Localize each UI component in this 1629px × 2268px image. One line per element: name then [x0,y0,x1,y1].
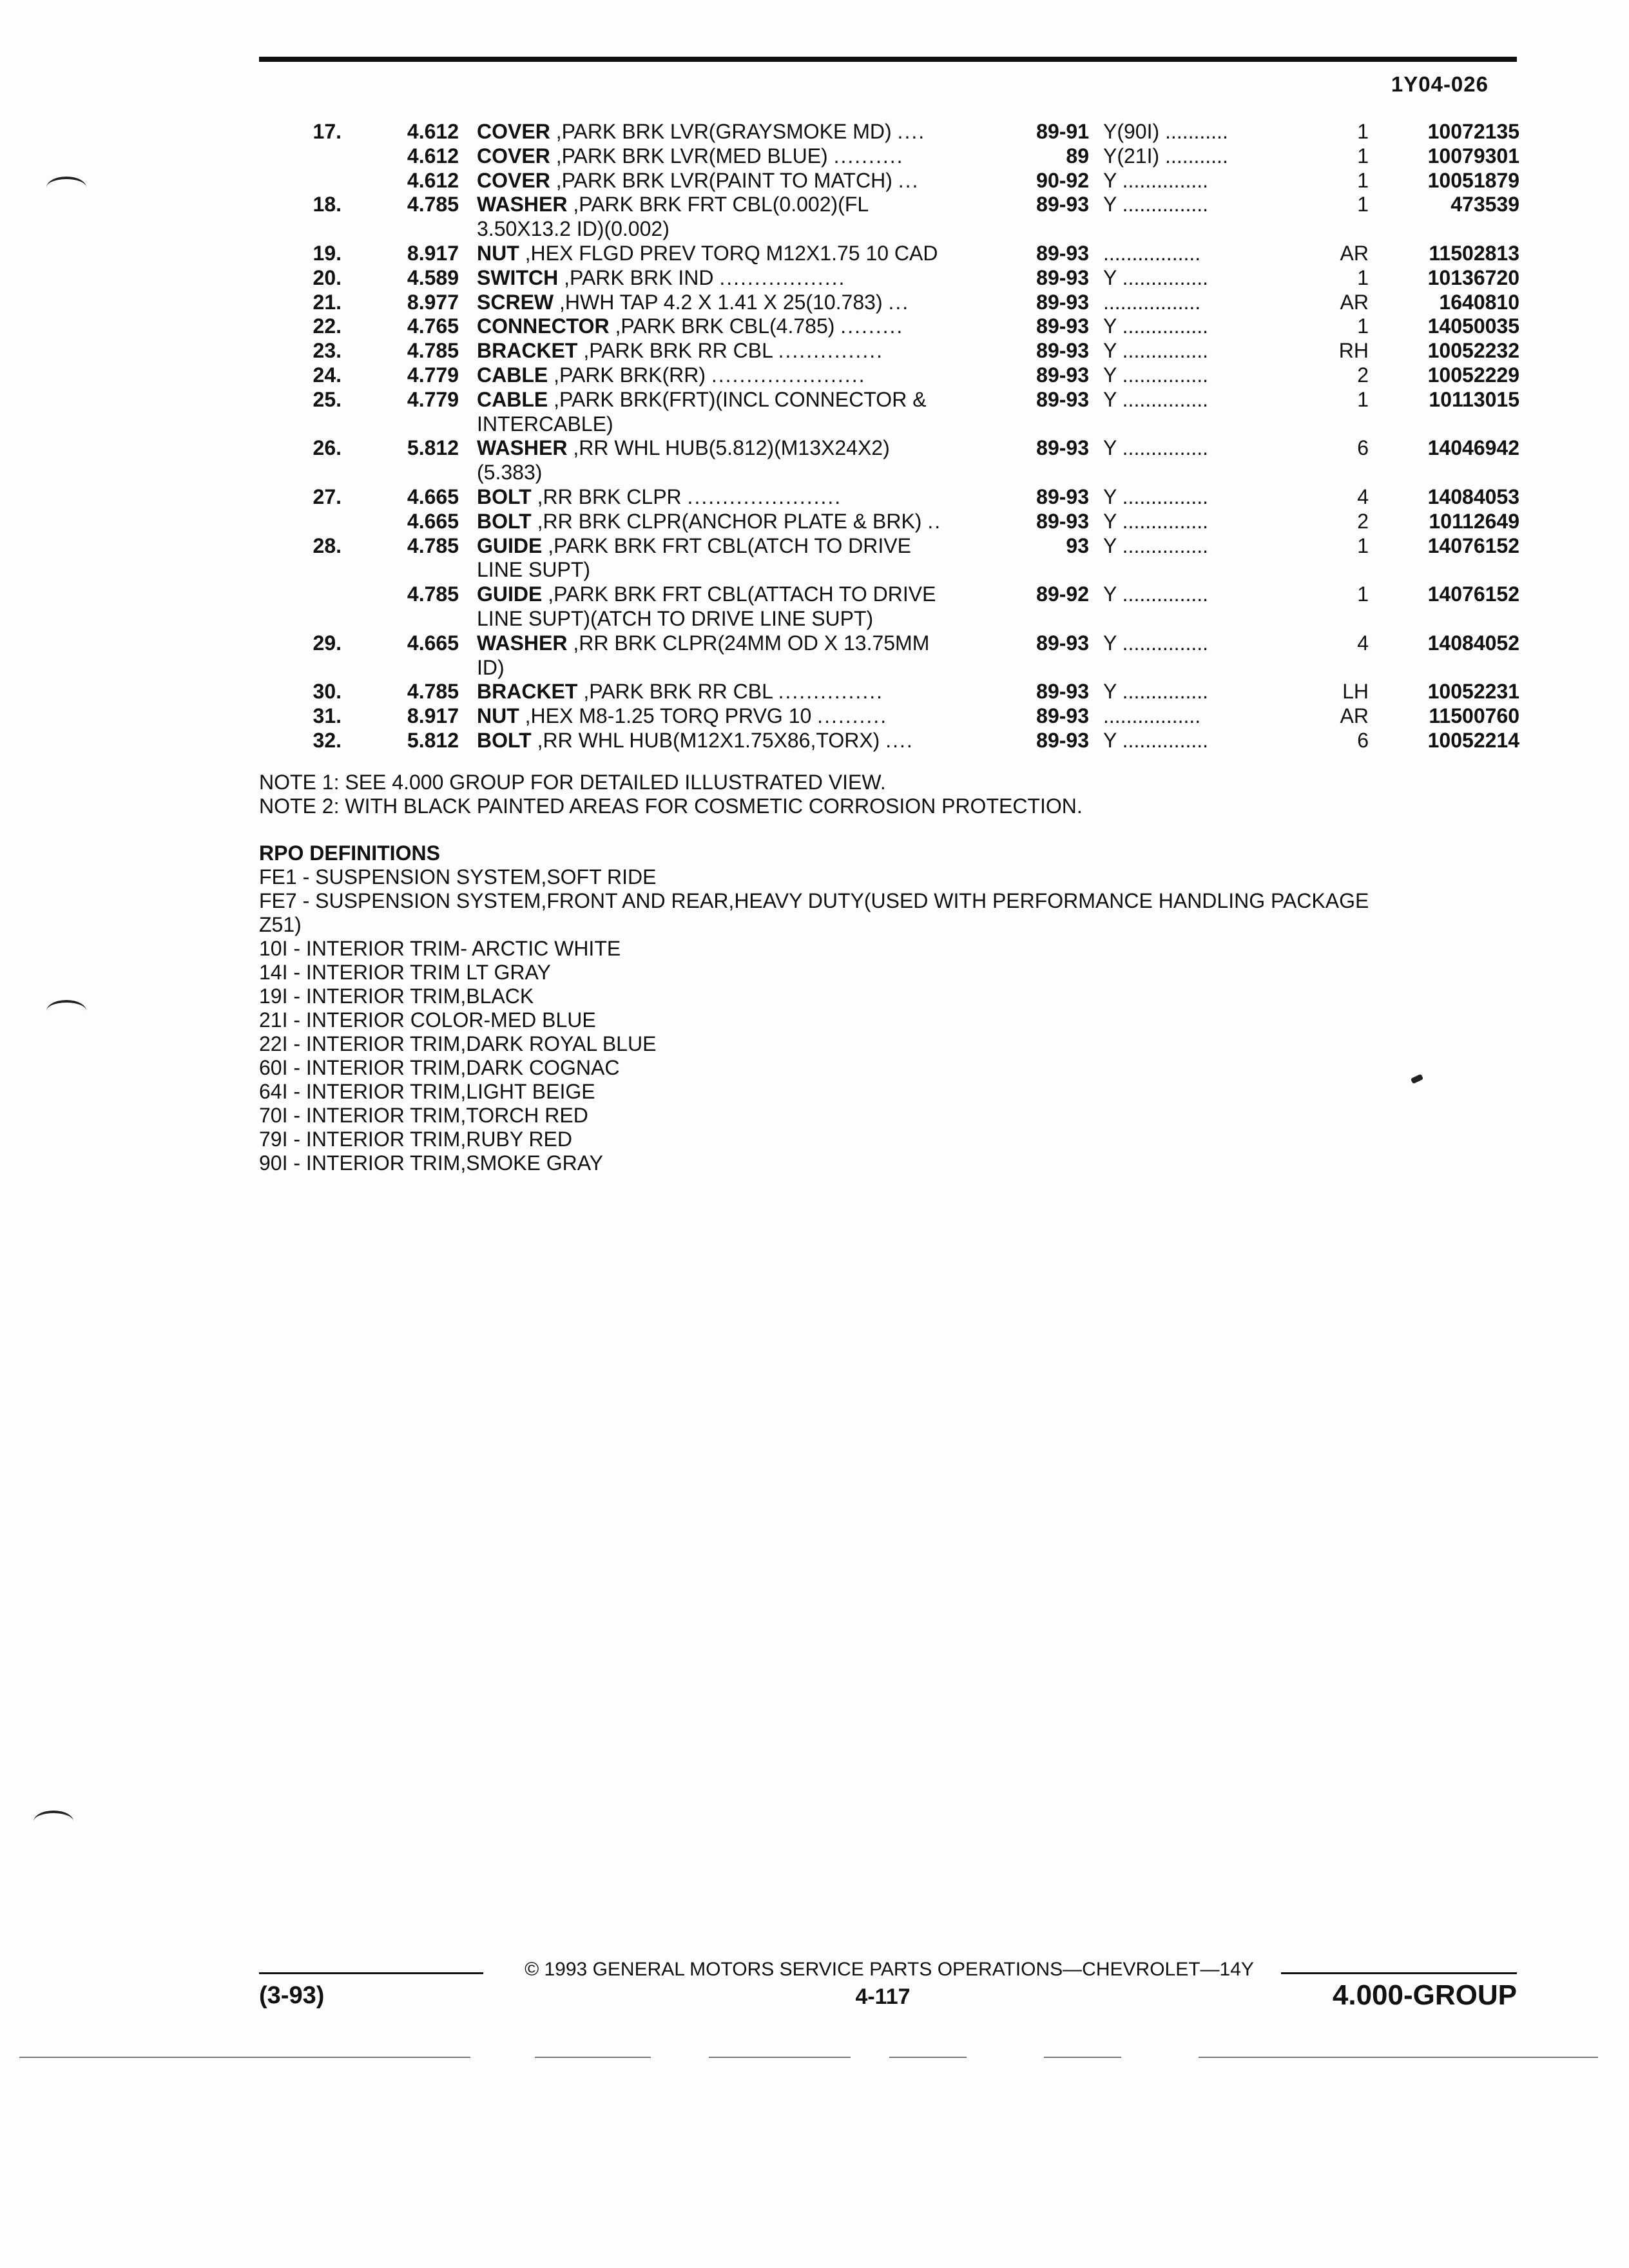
usage-note: ................. [1103,241,1201,265]
parts-row [0,461,1629,485]
parts-row [0,485,1629,510]
leader-dots: ............... [778,680,883,704]
part-detail: ,PARK BRK FRT CBL(ATTACH TO DRIVE [542,582,936,606]
part-description [477,461,1005,485]
part-description [477,510,1005,534]
item-number: 27. [313,485,342,508]
quantity: 1 [1357,144,1369,168]
parts-row [0,534,1629,559]
rpo-line: 60I - INTERIOR TRIM,DARK COGNAC [259,1056,620,1079]
part-number: 14050035 [1427,314,1519,338]
part-description [477,412,1005,437]
binder-hole-mark [46,1000,86,1022]
page-number: 4-117 [855,1984,911,2009]
model-years: 89-93 [1036,387,1089,411]
group-number: 8.917 [407,704,459,728]
parts-row [0,680,1629,704]
group-number: 4.612 [407,120,459,143]
parts-row [0,582,1629,607]
part-description [477,314,1005,339]
group-number: 4.779 [407,363,459,387]
part-detail: ,PARK BRK FRT CBL(0.002)(FL [567,193,869,216]
leader-dots: .... [885,728,914,752]
item-number: 30. [313,680,342,704]
part-name: COVER [477,120,550,143]
parts-row [0,144,1629,169]
part-description [477,436,1005,461]
item-number: 23. [313,339,342,363]
part-number: 14076152 [1427,582,1519,606]
quantity: AR [1340,290,1369,314]
rpo-line: 70I - INTERIOR TRIM,TORCH RED [259,1104,588,1127]
quantity: 1 [1357,582,1369,606]
usage-note: Y ............... [1103,533,1209,557]
rpo-line: 90I - INTERIOR TRIM,SMOKE GRAY [259,1151,603,1175]
leader-dots: .......... [833,144,904,168]
item-number: 28. [313,533,342,557]
part-number: 473539 [1451,193,1519,216]
quantity: 1 [1357,120,1369,143]
usage-note: Y(90I) ........... [1103,120,1228,143]
quantity: AR [1340,704,1369,728]
part-name: BOLT [477,485,532,508]
part-number: 10052232 [1427,339,1519,363]
parts-row [0,412,1629,437]
item-number: 26. [313,436,342,460]
item-number: 19. [313,241,342,265]
part-number: 14084053 [1427,485,1519,508]
rpo-title: RPO DEFINITIONS [259,841,440,865]
part-name: BOLT [477,509,532,533]
part-name: BRACKET [477,680,578,704]
copyright-line: © 1993 GENERAL MOTORS SERVICE PARTS OPERATIONS—CHEVROLET—14Y [525,1959,1254,1980]
part-name: SCREW [477,290,554,314]
parts-row [0,388,1629,412]
part-description [477,291,1005,315]
part-detail: ,RR WHL HUB(5.812)(M13X24X2) [567,436,890,460]
quantity: 1 [1357,314,1369,338]
leader-dots: .. [927,509,942,533]
part-description [477,120,1005,144]
group-number: 4.779 [407,387,459,411]
part-description [477,217,1005,242]
rpo-line: 22I - INTERIOR TRIM,DARK ROYAL BLUE [259,1032,657,1055]
group-number: 4.612 [407,144,459,168]
quantity: 4 [1357,485,1369,508]
usage-note: Y ............... [1103,339,1209,363]
part-name: CABLE [477,363,548,387]
group-number: 4.589 [407,265,459,289]
rpo-line: Z51) [259,913,302,936]
quantity: 1 [1357,533,1369,557]
part-name: WASHER [477,193,568,216]
parts-row [0,266,1629,291]
part-detail: LINE SUPT)(ATCH TO DRIVE LINE SUPT) [477,606,874,630]
model-years: 89-93 [1036,265,1089,289]
part-detail: ,PARK BRK(RR) [548,363,706,387]
model-years: 89-92 [1036,582,1089,606]
quantity: RH [1338,339,1369,363]
group-number: 4.665 [407,509,459,533]
scan-artifact-line [535,2057,651,2058]
part-description [477,582,1005,607]
scan-artifact-line [1199,2057,1598,2058]
group-number: 5.812 [407,728,459,752]
notes-section [259,771,1083,818]
group-number: 4.665 [407,485,459,508]
revision-date: (3-93) [259,1982,325,2009]
part-detail: ,PARK BRK LVR(GRAYSMOKE MD) [550,120,892,143]
group-number: 4.665 [407,631,459,655]
leader-dots: .... [897,120,926,143]
item-number: 31. [313,704,342,728]
part-name: BRACKET [477,339,578,363]
parts-row [0,169,1629,193]
group-number: 4.785 [407,193,459,216]
usage-note: Y ............... [1103,265,1209,289]
item-number: 22. [313,314,342,338]
part-name: WASHER [477,631,568,655]
group-number: 4.785 [407,582,459,606]
quantity: 1 [1357,193,1369,216]
parts-row [0,217,1629,242]
quantity: 1 [1357,387,1369,411]
parts-row [0,729,1629,753]
part-number: 10072135 [1427,120,1519,143]
model-years: 89-93 [1036,436,1089,460]
group-number: 4.612 [407,168,459,192]
parts-row [0,363,1629,388]
usage-note: Y ............... [1103,582,1209,606]
usage-note: Y ............... [1103,387,1209,411]
part-detail: ,RR BRK CLPR(ANCHOR PLATE & BRK) [531,509,922,533]
rpo-definitions [259,841,1522,1175]
usage-note: Y ............... [1103,436,1209,460]
part-detail: 3.50X13.2 ID)(0.002) [477,217,670,241]
part-detail: ,HEX M8-1.25 TORQ PRVG 10 [519,704,812,728]
parts-row [0,558,1629,582]
usage-note: Y ............... [1103,168,1209,192]
parts-row [0,314,1629,339]
part-description [477,193,1005,217]
usage-note: Y(21I) ........... [1103,144,1228,168]
rpo-line: FE1 - SUSPENSION SYSTEM,SOFT RIDE [259,865,657,889]
part-detail: ,HEX FLGD PREV TORQ M12X1.75 10 CAD [519,241,938,265]
leader-dots: ......... [840,314,904,338]
part-description [477,534,1005,559]
part-detail: ,PARK BRK IND [558,265,714,289]
part-number: 14046942 [1427,436,1519,460]
part-name: NUT [477,704,519,728]
part-description [477,266,1005,291]
note-1: NOTE 1: SEE 4.000 GROUP FOR DETAILED ILLUSTRATED VIEW. [259,771,886,794]
group-number: 4.765 [407,314,459,338]
model-years: 89-93 [1036,193,1089,216]
leader-dots: ............... [778,339,883,363]
quantity: 6 [1357,436,1369,460]
scan-artifact-line [19,2057,470,2058]
quantity: 4 [1357,631,1369,655]
part-description [477,607,1005,631]
model-years: 90-92 [1036,168,1089,192]
parts-row [0,704,1629,729]
model-years: 89-93 [1036,241,1089,265]
leader-dots: ...................... [711,363,866,387]
part-detail: ,PARK BRK(FRT)(INCL CONNECTOR & [548,387,927,411]
parts-row [0,510,1629,534]
parts-row [0,120,1629,144]
part-number: 10052229 [1427,363,1519,387]
group-number: 4.785 [407,339,459,363]
part-detail: INTERCABLE) [477,412,613,436]
item-number: 17. [313,120,342,143]
model-years: 89-93 [1036,314,1089,338]
item-number: 25. [313,387,342,411]
quantity: LH [1342,680,1369,704]
part-number: 14084052 [1427,631,1519,655]
part-name: WASHER [477,436,568,460]
part-detail: ,PARK BRK CBL(4.785) [609,314,835,338]
part-description [477,729,1005,753]
footer-rule-left [259,1972,483,1974]
part-description [477,339,1005,363]
item-number: 32. [313,728,342,752]
parts-list [0,120,1629,753]
part-number: 1640810 [1439,290,1519,314]
part-name: COVER [477,168,550,192]
model-years: 89-93 [1036,290,1089,314]
part-name: SWITCH [477,265,559,289]
usage-note: ................. [1103,290,1201,314]
rpo-line: 19I - INTERIOR TRIM,BLACK [259,985,534,1008]
part-description [477,144,1005,169]
group-number: 8.917 [407,241,459,265]
group-number: 4.785 [407,533,459,557]
item-number: 20. [313,265,342,289]
model-years: 89-93 [1036,631,1089,655]
part-number: 10051879 [1427,168,1519,192]
part-detail: ,PARK BRK RR CBL [577,339,773,363]
quantity: 2 [1357,509,1369,533]
usage-note: Y ............... [1103,728,1209,752]
note-2: NOTE 2: WITH BLACK PAINTED AREAS FOR COSMETIC CORROSION PROTECTION. [259,794,1083,818]
part-description [477,656,1005,680]
part-detail: ,PARK BRK RR CBL [577,680,773,704]
leader-dots: .......... [817,704,888,728]
part-detail: ,PARK BRK LVR(MED BLUE) [550,144,828,168]
footer-rule-right [1281,1972,1517,1974]
part-detail: ,RR BRK CLPR(24MM OD X 13.75MM [567,631,930,655]
part-name: BOLT [477,728,532,752]
group-number: 8.977 [407,290,459,314]
model-years: 89 [1066,144,1089,168]
usage-note: Y ............... [1103,631,1209,655]
model-years: 93 [1066,533,1089,557]
parts-row [0,242,1629,266]
part-description [477,242,1005,266]
scan-artifact-line [1044,2057,1121,2058]
usage-note: Y ............... [1103,485,1209,508]
part-description [477,680,1005,704]
part-name: NUT [477,241,519,265]
part-number: 10136720 [1427,265,1519,289]
quantity: 1 [1357,265,1369,289]
model-years: 89-93 [1036,363,1089,387]
part-description [477,631,1005,656]
quantity: 1 [1357,168,1369,192]
usage-note: Y ............... [1103,680,1209,704]
rpo-line: 21I - INTERIOR COLOR-MED BLUE [259,1008,596,1032]
part-description [477,388,1005,412]
item-number: 18. [313,193,342,216]
leader-dots: .................. [719,265,846,289]
parts-row [0,607,1629,631]
scan-artifact-line [709,2057,851,2058]
part-detail: ,PARK BRK LVR(PAINT TO MATCH) [550,168,892,192]
part-name: CABLE [477,387,548,411]
item-number: 21. [313,290,342,314]
part-number: 14076152 [1427,533,1519,557]
part-number: 10052214 [1427,728,1519,752]
parts-row [0,631,1629,656]
usage-note: Y ............... [1103,193,1209,216]
quantity: 6 [1357,728,1369,752]
part-number: 10052231 [1427,680,1519,704]
parts-row [0,656,1629,680]
part-detail: LINE SUPT) [477,558,591,582]
parts-row [0,339,1629,363]
parts-row [0,193,1629,217]
quantity: AR [1340,241,1369,265]
usage-note: Y ............... [1103,363,1209,387]
part-number: 10079301 [1427,144,1519,168]
item-number: 24. [313,363,342,387]
header-rule [259,57,1517,62]
model-years: 89-93 [1036,509,1089,533]
part-number: 10112649 [1429,509,1519,533]
part-name: COVER [477,144,550,168]
parts-row [0,291,1629,315]
part-number: 11500760 [1429,704,1519,728]
part-number: 11502813 [1429,241,1519,265]
quantity: 2 [1357,363,1369,387]
usage-note: Y ............... [1103,509,1209,533]
model-years: 89-93 [1036,339,1089,363]
binder-hole-mark [34,1811,73,1832]
part-detail: ,HWH TAP 4.2 X 1.41 X 25(10.783) [554,290,883,314]
part-number: 10113015 [1429,387,1519,411]
leader-dots: ...................... [687,485,842,508]
part-detail: ID) [477,655,505,679]
part-detail: ,RR WHL HUB(M12X1.75X86,TORX) [531,728,880,752]
rpo-line: 10I - INTERIOR TRIM- ARCTIC WHITE [259,937,621,960]
document-id: 1Y04-026 [1391,72,1489,96]
part-description [477,704,1005,729]
group-number: 5.812 [407,436,459,460]
part-name: GUIDE [477,582,543,606]
part-name: GUIDE [477,533,543,557]
part-detail: ,RR BRK CLPR [531,485,682,508]
leader-dots: ... [888,290,910,314]
parts-row [0,436,1629,461]
part-description [477,558,1005,582]
usage-note: Y ............... [1103,314,1209,338]
rpo-line: 79I - INTERIOR TRIM,RUBY RED [259,1128,572,1151]
rpo-line: FE7 - SUSPENSION SYSTEM,FRONT AND REAR,HEAVY DUTY(USED WITH PERFORMANCE HANDLING PACKAGE [259,889,1369,912]
model-years: 89-93 [1036,485,1089,508]
group-label: 4.000-GROUP [1332,1979,1517,2011]
model-years: 89-93 [1036,728,1089,752]
leader-dots: ... [898,168,920,192]
model-years: 89-93 [1036,704,1089,728]
model-years: 89-93 [1036,680,1089,704]
part-detail: (5.383) [477,461,543,485]
rpo-line: 64I - INTERIOR TRIM,LIGHT BEIGE [259,1080,595,1103]
group-number: 4.785 [407,680,459,704]
item-number: 29. [313,631,342,655]
scan-artifact-line [889,2057,967,2058]
part-detail: ,PARK BRK FRT CBL(ATCH TO DRIVE [542,533,911,557]
rpo-line: 14I - INTERIOR TRIM LT GRAY [259,961,551,984]
part-description [477,169,1005,193]
part-description [477,363,1005,388]
model-years: 89-91 [1036,120,1089,143]
part-name: CONNECTOR [477,314,610,338]
part-description [477,485,1005,510]
usage-note: ................. [1103,704,1201,728]
binder-hole-mark [46,177,86,198]
